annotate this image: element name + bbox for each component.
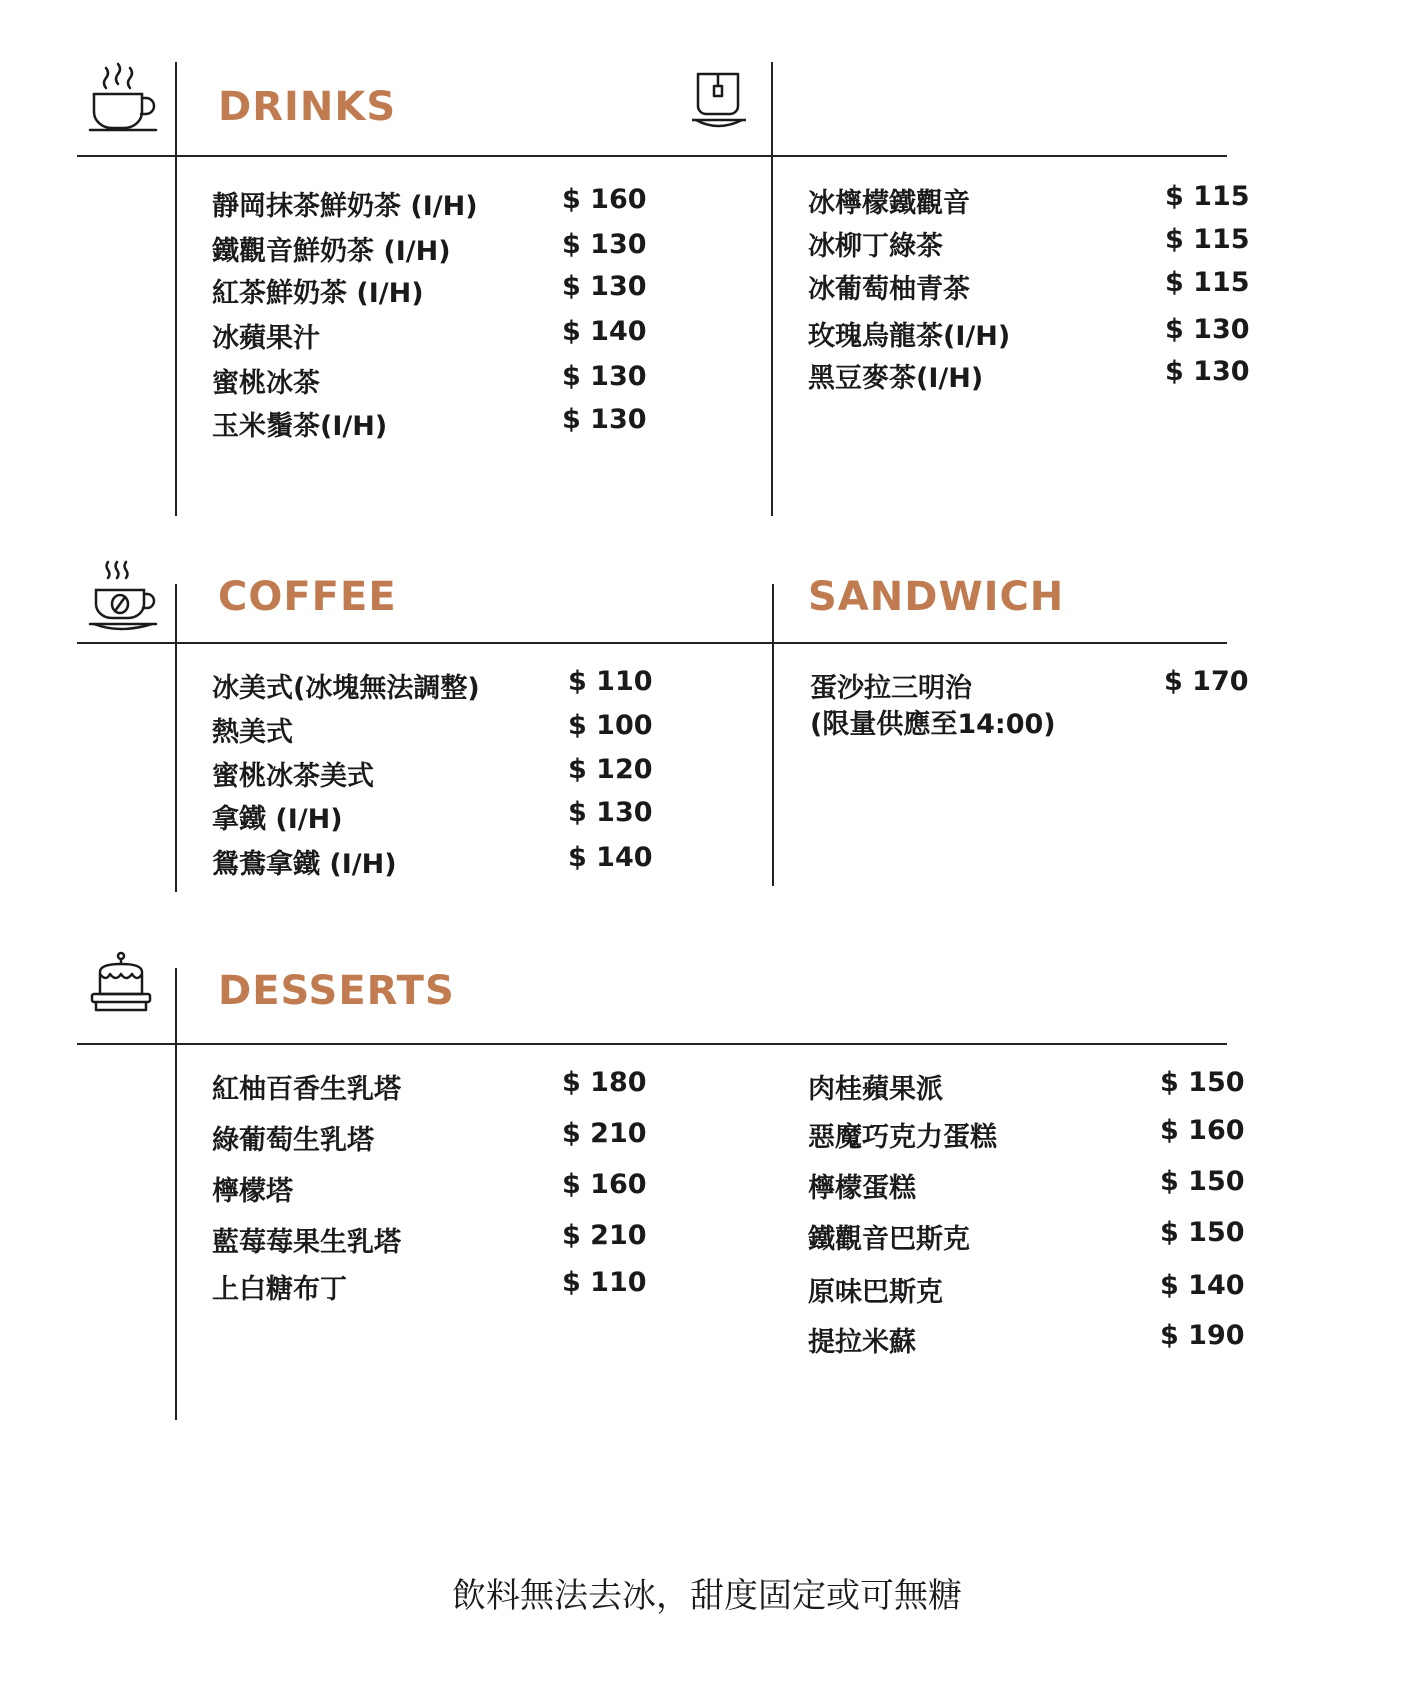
desserts-horizontal-rule [77,1043,1227,1045]
menu-item-name: 冰美式(冰塊無法調整) [212,673,480,704]
drinks-left-vertical-rule [175,62,177,516]
menu-item-name: 上白糖布丁 [212,1274,347,1305]
menu-item-price: $ 210 [562,1220,647,1251]
menu-item-price: $ 115 [1165,224,1250,255]
menu-item-price: $ 110 [568,666,653,697]
menu-item-price: $ 130 [562,361,647,392]
menu-item-price: $ 180 [562,1067,647,1098]
menu-item-name: 玉米鬚茶(I/H) [212,411,388,442]
menu-item-price: $ 160 [1160,1115,1245,1146]
drinks-section-title: DRINKS [218,84,397,130]
menu-item-price: $ 160 [562,184,647,215]
menu-item-price: $ 130 [1165,314,1250,345]
menu-item-price: $ 140 [562,316,647,347]
menu-item-name: 冰檸檬鐵觀音 [808,188,970,219]
menu-item-name: 冰葡萄柚青茶 [808,274,970,305]
menu-item-price: $ 140 [568,842,653,873]
menu-item-price: $ 130 [562,229,647,260]
menu-item-name: 拿鐵 (I/H) [212,804,343,835]
coffee-cup-steam-icon [86,56,162,136]
pudding-cake-icon [86,950,156,1016]
menu-item-price: $ 150 [1160,1166,1245,1197]
menu-item-name: 玫瑰烏龍茶(I/H) [808,321,1011,352]
menu-item-price: $ 130 [562,404,647,435]
footer-note: 飲料無法去冰，甜度固定或可無糖 [452,1576,962,1616]
menu-item-name: 黑豆麥茶(I/H) [808,363,984,394]
menu-item-price: $ 210 [562,1118,647,1149]
menu-item-name: 鐵觀音鮮奶茶 (I/H) [212,236,451,267]
menu-item-price: $ 150 [1160,1067,1245,1098]
coffee-bean-cup-icon [86,558,160,636]
menu-item-price: $ 115 [1165,181,1250,212]
desserts-section-title: DESSERTS [218,968,455,1014]
menu-item-name: 紅柚百香生乳塔 [212,1074,401,1105]
menu-item-name: 蜜桃冰茶美式 [212,761,374,792]
menu-item-price: $ 130 [568,797,653,828]
menu-item-name: 鴛鴦拿鐵 (I/H) [212,849,397,880]
menu-item-price: $ 120 [568,754,653,785]
menu-item-price: $ 150 [1160,1217,1245,1248]
sandwich-item-note: (限量供應至14:00) [810,709,1056,740]
menu-item-name: 鐵觀音巴斯克 [808,1224,970,1255]
menu-item-name: 靜岡抹茶鮮奶茶 (I/H) [212,191,478,222]
drinks-right-vertical-rule [771,62,773,516]
tea-cup-icon [688,70,750,132]
sandwich-item-name: 蛋沙拉三明治 [810,673,972,704]
menu-item-name: 檸檬塔 [212,1176,293,1207]
menu-item-price: $ 115 [1165,267,1250,298]
menu-item-name: 肉桂蘋果派 [808,1074,943,1105]
menu-item-price: $ 140 [1160,1270,1245,1301]
menu-item-name: 紅茶鮮奶茶 (I/H) [212,278,424,309]
menu-item-price: $ 160 [562,1169,647,1200]
menu-item-name: 藍莓莓果生乳塔 [212,1227,401,1258]
menu-item-name: 惡魔巧克力蛋糕 [808,1122,997,1153]
menu-item-price: $ 100 [568,710,653,741]
sandwich-item-price: $ 170 [1164,666,1249,697]
menu-item-name: 檸檬蛋糕 [808,1173,916,1204]
menu-item-name: 冰蘋果汁 [212,323,320,354]
coffee-sandwich-divider [772,584,774,886]
menu-item-name: 原味巴斯克 [808,1277,943,1308]
menu-item-name: 綠葡萄生乳塔 [212,1125,374,1156]
menu-item-name: 蜜桃冰茶 [212,368,320,399]
sandwich-section-title: SANDWICH [808,574,1065,620]
menu-item-price: $ 190 [1160,1320,1245,1351]
coffee-section-title: COFFEE [218,574,397,620]
menu-item-price: $ 130 [1165,356,1250,387]
menu-item-price: $ 110 [562,1267,647,1298]
menu-item-name: 提拉米蘇 [808,1327,916,1358]
menu-item-price: $ 130 [562,271,647,302]
coffee-horizontal-rule [77,642,1227,644]
desserts-left-vertical-rule [175,968,177,1420]
drinks-horizontal-rule [77,155,1227,157]
coffee-left-vertical-rule [175,584,177,892]
menu-item-name: 冰柳丁綠茶 [808,231,943,262]
menu-item-name: 熱美式 [212,717,293,748]
